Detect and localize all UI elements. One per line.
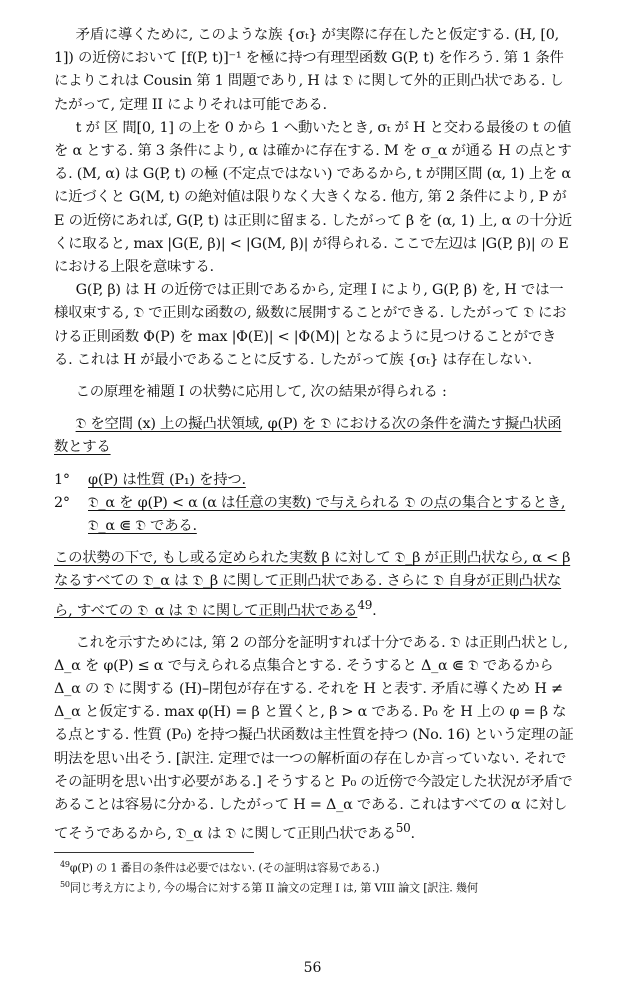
condition-item [54,492,574,538]
footnote-divider [54,852,254,853]
lemma-statement [54,413,574,459]
proof-paragraph: これを示すためには, 第 2 の部分を証明すれば十分である. 𝔇 は正則凸状とし, Δ_α を φ(P) ≤ α で与えられる点集合とする. そうすると Δ_α ⋐ 𝔇 であるから Δ_α の 𝔇 に関する (H)–閉包が存在する. それを H と表す. 矛盾に導くため H ≠ Δ_α と仮定する. max φ(H) = β と置くと, β > α である. P₀ を H 上の φ = β なる点とする. 性質 (P₀) を持つ擬凸状函数は主性質を持つ (No. 16) という定理の証明法を思い出そう. [訳注. 定理では一つの解析面の存在しか言っていない. それでその証明を思い出す必要がある.] そうすると P₀ の近傍で今設定した状況が矛盾であることは容易に分かる. したがって H = Δ_α である. これはすべての α に対してそうであるから, 𝔇_α は 𝔇 に関して正則凸状である$^{50}$. [54,634,574,843]
paragraph-3: G(P, β) は H の近傍では正則であるから, 定理 I により, G(P, β) を, H では一様収束する, 𝔇 で正則な函数の, 級数に展開することができる. したがって 𝔇 における正則函数 Φ(P) を max |Φ(E)| < |Φ(M)| となるように見つけることができる. これは H が最小であることに反する. したがって族 {σₜ} は存在しない. [54,282,567,368]
paragraph-4: この原理を補題 I の状勢に応用して, 次の結果が得られる : [75,384,447,401]
paragraph-1: 矛盾に導くために, このような族 {σₜ} が実際に存在したと仮定する. (H, [0, 1]) の近傍において [f(P, t)]⁻¹ を極に持つ有理型函数 G(P, t) を作ろう. 第 1 条件によりこれは Cousin 第 1 問題であり, H は 𝔇 に関して外的正則凸状である. したがって, 定理 II によりそれは可能である. [54,27,564,113]
footnote-text: 同じ考え方により, 今の場合に対する第 II 論文の定理 I は, 第 VIII 論文 [訳注. 幾何 [69,881,478,895]
condition-number: 1° [54,471,70,488]
footnote [54,877,574,897]
footnote-text: φ(P) の 1 番目の条件は必要ではない. (その証明は容易である.) [69,862,380,876]
footnote-ref: 49 [357,597,373,612]
footnote-number: 49 [60,860,70,870]
condition-number: 2° [54,494,70,511]
page-body [54,24,574,897]
condition-list [54,469,574,539]
footnote-ref: 50 [395,821,411,836]
condition-text: 𝔇_α を φ(P) < α (α は任意の実数) で与えられる 𝔇 の点の集合とするとき, 𝔇_α ⋐ 𝔇 である. [88,494,566,535]
lemma-statement-text: 𝔇 を空間 (x) 上の擬凸状領域, φ(P) を 𝔇 における次の条件を満たす擬凸状函数とする [54,416,562,456]
lemma-conclusion: この状勢の下で, もし或る定められた実数 β に対して 𝔇_β が正則凸状なら, α < β なるすべての 𝔇_α は 𝔇_β に関して正則凸状である. さらに 𝔇 自身が正則凸状なら, すべての 𝔇_α は 𝔇 に関して正則凸状である$^{49}$. [54,550,571,619]
footnote [54,857,574,877]
footnote-number: 50 [60,880,70,890]
paragraph-2: t が 区 間[0, 1] の上を 0 から 1 へ動いたとき, σₜ が H と交わる最後の t の値を α とする. 第 3 条件により, α は確かに存在する. M を σ_α が通る H の点とする. (M, α) は G(P, t) の極 (不定点ではない) であるから, t が開区間 (α, 1) 上を α に近づくと G(M, t) の絶対値は限りなく大きくなる. 他方, 第 2 条件により, P が E の近傍にあれば, G(P, t) は正則に留まる. したがって β を (α, 1) 上, α の十分近くに取ると, max |G(E, β)| < |G(M, β)| が得られる. ここで左辺は |G(P, β)| の E における上限を意味する. [54,119,572,276]
page-number: 56 [303,960,322,976]
condition-text: φ(P) は性質 (P₁) を持つ. [88,471,246,488]
proof-text: これを示すためには, 第 2 の部分を証明すれば十分である. 𝔇 は正則凸状とし, Δ_α を φ(P) ≤ α で与えられる点集合とする. そうすると Δ_α ⋐ 𝔇 であるから Δ_α の 𝔇 に関する (H)–閉包が存在する. それを H と表す. 矛盾に導くため H ≠ Δ_α と仮定する. max φ(H) = β と置くと, β > α である. P₀ を H 上の φ = β なる点とする. 性質 (P₀) を持つ擬凸状函数は主性質を持つ (No. 16) という定理の証明法を思い出そう. [訳注. 定理では一つの解析面の存在しか言っていない. それでその証明を思い出す必要がある.] そうすると P₀ の近傍で今設定した状況が矛盾であることは容易に分かる. したがって H = Δ_α である. これはすべての α に対してそうであるから, 𝔇_α は 𝔇 に関して正則凸状である [54,634,574,843]
condition-item [54,469,574,492]
lemma-conclusion-text: この状勢の下で, もし或る定められた実数 β に対して 𝔇_β が正則凸状なら, α < β なるすべての 𝔇_α は 𝔇_β に関して正則凸状である. さらに 𝔇 自身が正則凸状なら, すべての 𝔇_α は 𝔇 に関して正則凸状である [54,550,571,619]
